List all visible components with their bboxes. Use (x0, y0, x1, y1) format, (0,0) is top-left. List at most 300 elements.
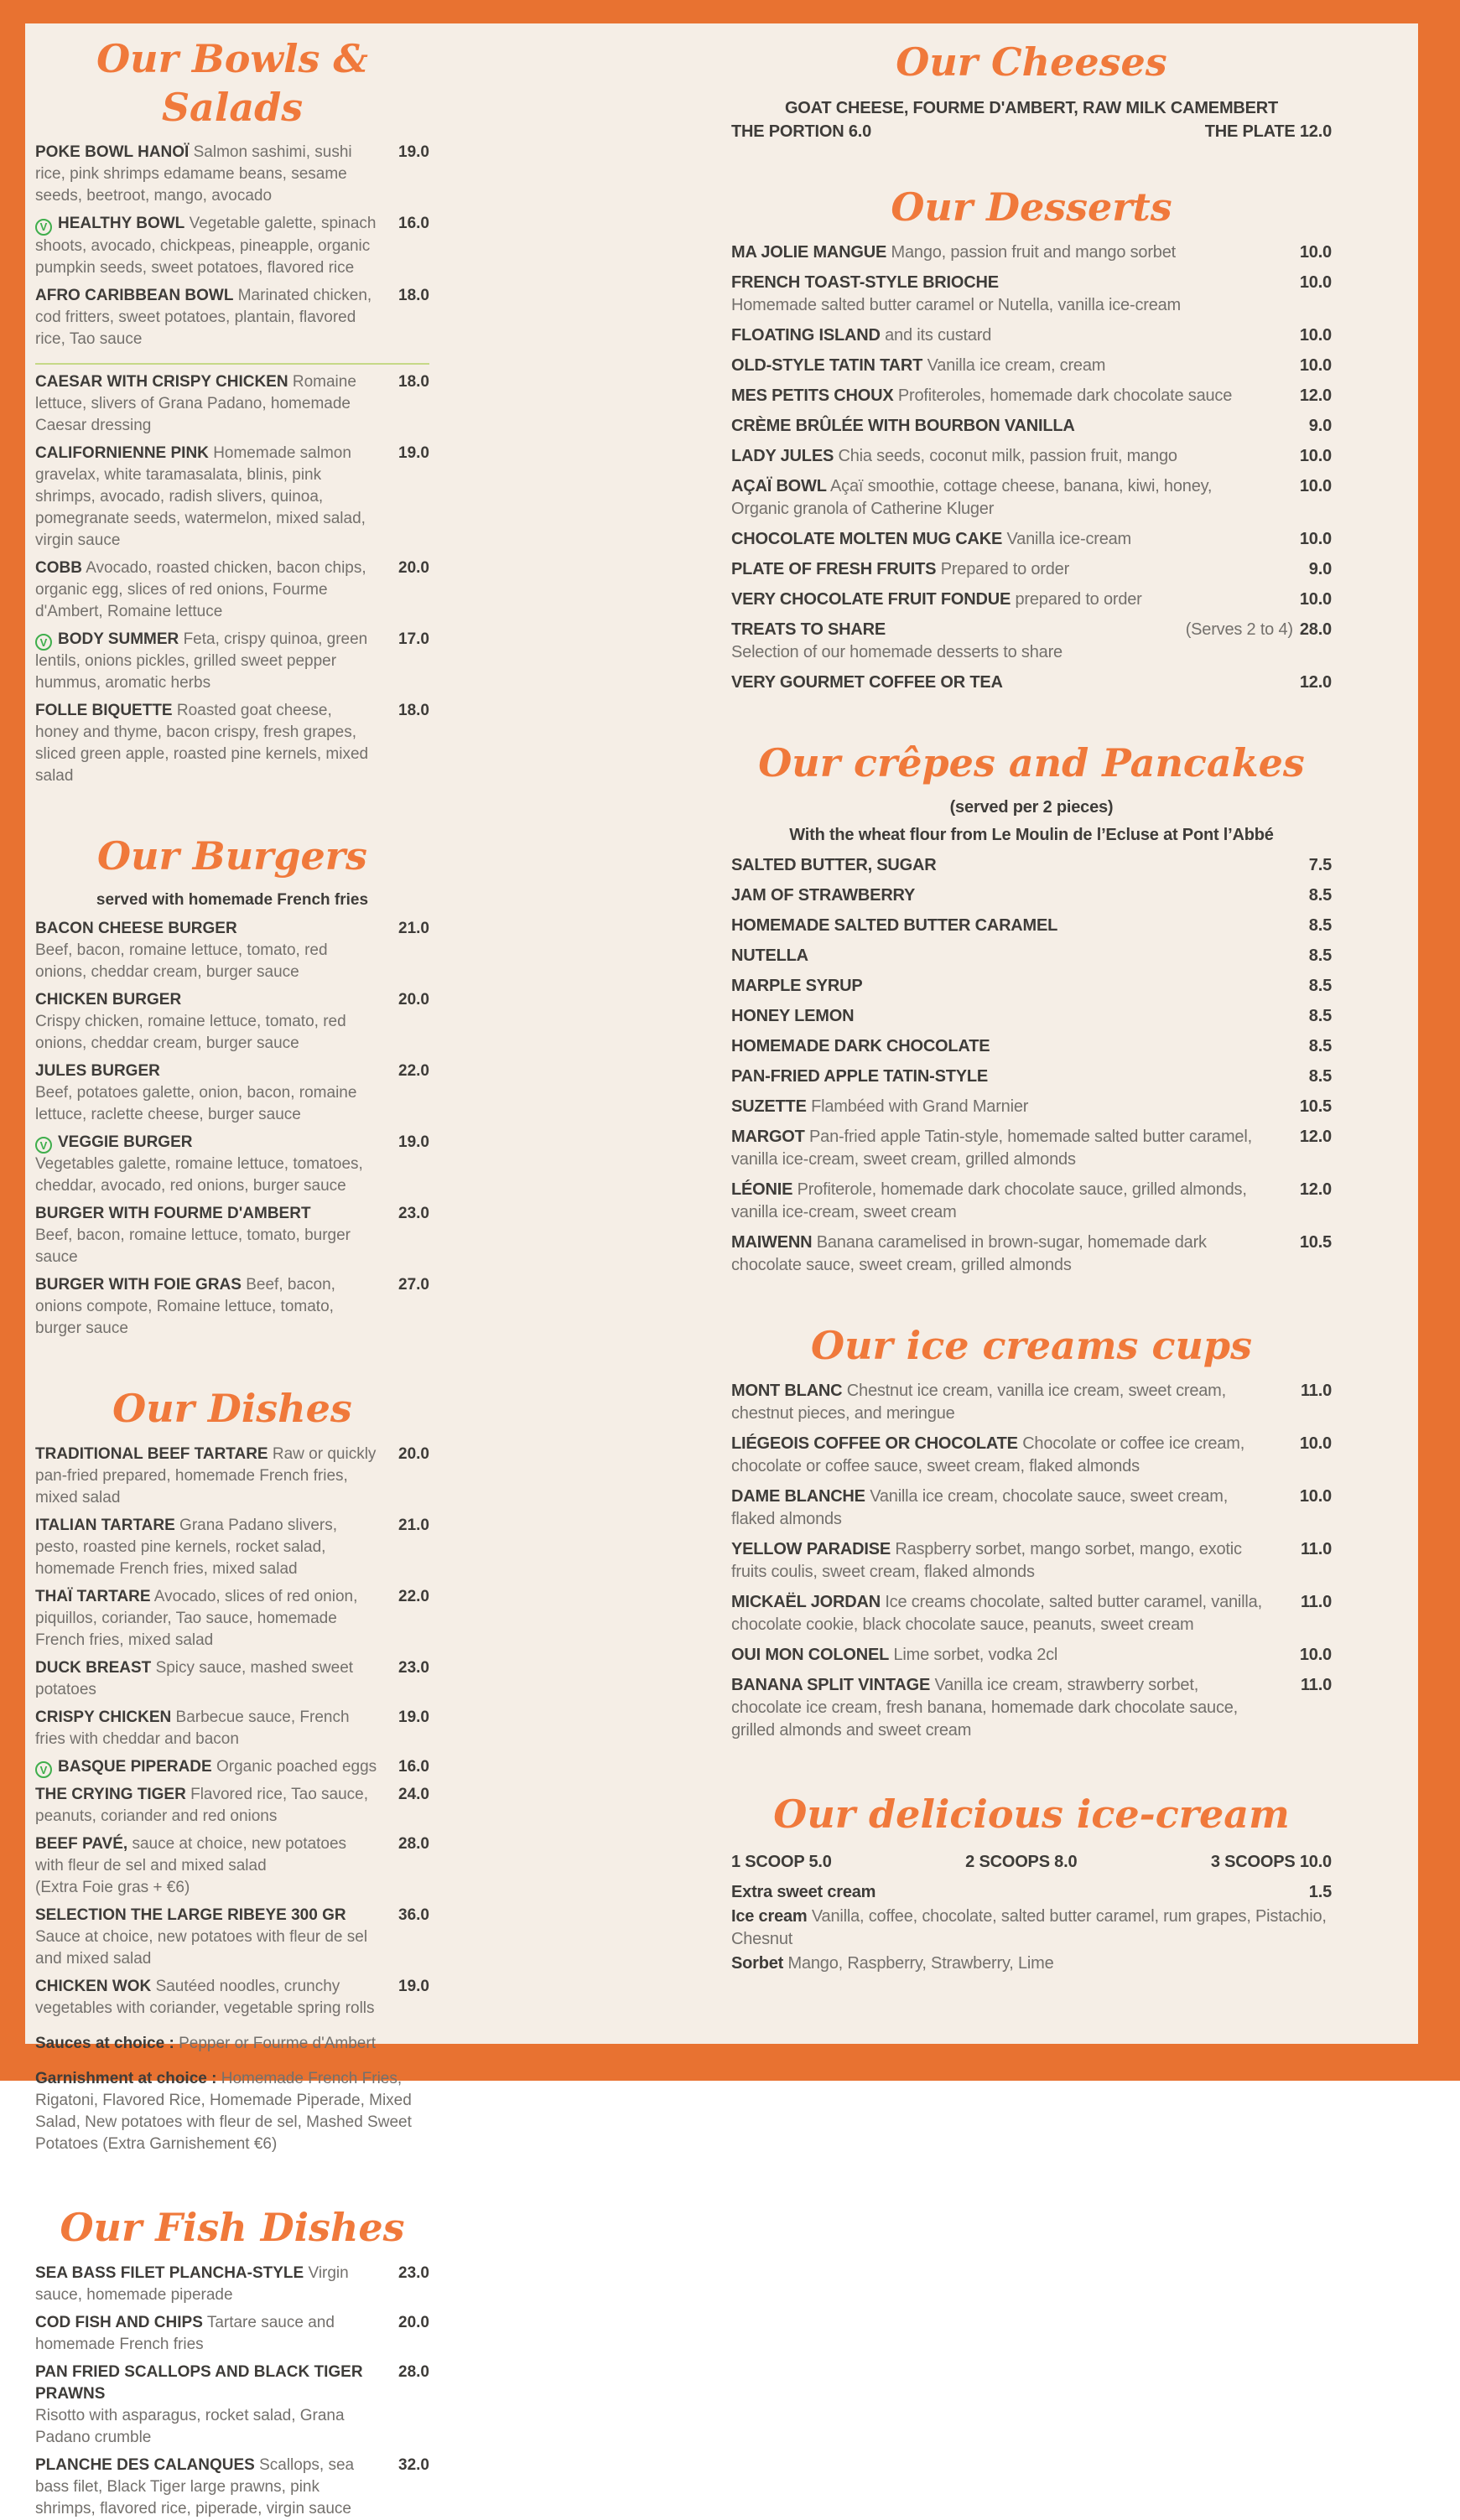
item-name: FLOATING ISLAND (731, 326, 881, 345)
item-name: VERY GOURMET COFFEE OR TEA (731, 673, 1003, 692)
item-description: Profiteroles, homemade dark chocolate sauce (897, 386, 1233, 405)
item-price: 10.0 (1299, 590, 1332, 609)
menu-item-text (731, 1096, 1280, 1118)
section-items (731, 241, 1332, 694)
item-name: MARGOT (731, 1127, 805, 1146)
item-description-line: Sauce at choice, new potatoes with fleur de sel and mixed salad (35, 1928, 368, 1968)
item-price: 20.0 (398, 558, 429, 577)
item-price: 11.0 (1300, 1382, 1332, 1400)
item-description: Grana Padano slivers, pesto, roasted pine kernels, rocket salad, homemade French fries, mixed salad (35, 1516, 338, 1578)
menu-item (731, 1005, 1332, 1028)
menu-item-text (731, 528, 1280, 551)
item-description-line: Crispy chicken, romaine lettuce, tomato, red onions, cheddar cream, burger sauce (35, 1012, 346, 1052)
menu-item-text (731, 1674, 1280, 1742)
menu-item-text (731, 589, 1280, 611)
item-price: 10.0 (1299, 243, 1332, 262)
menu-item-text (731, 1591, 1280, 1636)
section-burgers (35, 832, 429, 1340)
item-description: Mango, passion fruit and mango sorbet (891, 243, 1176, 262)
menu-item (35, 2455, 429, 2520)
item-price-wrap (1280, 854, 1332, 877)
item-price-wrap (1280, 1066, 1332, 1088)
item-name: SEA BASS FILET PLANCHA-STYLE (35, 2263, 304, 2282)
item-price: 10.0 (1299, 530, 1332, 548)
menu-item (35, 1586, 429, 1651)
item-price: 18.0 (398, 702, 429, 719)
menu-item (731, 241, 1332, 264)
item-description: Vanilla ice cream, chocolate sauce, sweet cream, flaked almonds (731, 1487, 1229, 1528)
menu-item-text (731, 1066, 1280, 1088)
menu-item-text (35, 1444, 386, 1509)
menu-item (35, 629, 429, 695)
menu-item (731, 385, 1332, 407)
item-price-wrap (386, 700, 429, 722)
item-name: PAN FRIED SCALLOPS AND BLACK TIGER PRAWNS (35, 2362, 363, 2403)
item-name: BURGER WITH FOURME D'AMBERT (35, 1205, 311, 1222)
item-price-wrap (1280, 355, 1332, 377)
section-subtitle: (served per 2 pieces) (949, 797, 1114, 817)
item-name: SELECTION THE LARGE RIBEYE 300 GR (35, 1906, 346, 1924)
item-price: 10.0 (1299, 477, 1332, 495)
menu-item (731, 1096, 1332, 1118)
item-price: 16.0 (398, 215, 429, 232)
item-price: 20.0 (398, 2313, 429, 2331)
item-description: Avocado, slices of red onion, piquillos, coriander, Tao sauce, homemade French fries, mixed salad (35, 1587, 358, 1649)
item-price-wrap (386, 213, 429, 235)
item-description-line: Risotto with asparagus, rocket salad, Grana Padano crumble (35, 2406, 345, 2446)
item-name: YELLOW PARADISE (731, 1540, 891, 1558)
item-price: 12.0 (1299, 1180, 1332, 1199)
choice-note-text: Pepper or Fourme d'Ambert (179, 2035, 376, 2052)
menu-item-text (731, 558, 1280, 581)
item-price-wrap (386, 1515, 429, 1537)
choice-note-label: Sauces at choice : (35, 2035, 179, 2052)
item-description: Scallops, sea bass filet, Black Tiger large prawns, pink shrimps, flavored rice, piperade, virgin sauce (35, 2455, 355, 2517)
menu-item-text (731, 1005, 1280, 1028)
item-price-wrap (386, 2263, 429, 2284)
item-price: 22.0 (398, 1587, 429, 1605)
menu-item (731, 1231, 1332, 1277)
item-name: FRENCH TOAST-STYLE BRIOCHE (731, 273, 999, 292)
menu-item (35, 285, 429, 350)
item-price-wrap (1280, 589, 1332, 611)
item-price: 23.0 (398, 2263, 429, 2282)
item-price: 8.5 (1308, 1006, 1332, 1025)
item-price: 19.0 (398, 1978, 429, 1995)
item-price-wrap (1280, 945, 1332, 967)
scoop-option: 2 SCOOPS 8.0 (965, 1852, 1078, 1871)
item-price: 12.0 (1299, 1127, 1332, 1146)
choice-note-label: Garnishment at choice : (35, 2070, 221, 2087)
menu-item (35, 1060, 429, 1126)
section-items (35, 918, 429, 1340)
section-crepes-pancakes (731, 739, 1332, 1277)
section-subtitle: served with homemade French fries (96, 890, 369, 909)
item-price: 10.0 (1299, 1646, 1332, 1664)
menu-item (731, 1179, 1332, 1224)
item-price: 18.0 (398, 286, 429, 304)
menu-item-text (731, 975, 1280, 998)
item-price-wrap (386, 1833, 429, 1855)
item-name: LIÉGEOIS COFFEE OR CHOCOLATE (731, 1434, 1018, 1453)
menu-item-text (35, 1203, 386, 1268)
item-name: AÇAÏ BOWL (731, 477, 827, 495)
item-description: Spicy sauce, mashed sweet potatoes (35, 1658, 354, 1698)
item-price-wrap (386, 1132, 429, 1154)
menu-item-text (35, 443, 386, 552)
menu-item (35, 2362, 429, 2449)
menu-item (731, 1066, 1332, 1088)
item-price-wrap (1280, 1126, 1332, 1149)
item-description: Homemade salmon gravelax, white taramasalata, blinis, pink shrimps, avocado, radish slivers, quinoa, pomegranate seeds, watermelon, mixed salad, virgin sauce (35, 443, 366, 549)
menu-item (731, 355, 1332, 377)
item-price-wrap (1280, 1096, 1332, 1118)
item-name: CHOCOLATE MOLTEN MUG CAKE (731, 530, 1003, 548)
item-price: 8.5 (1308, 1066, 1332, 1086)
item-price-wrap (386, 2455, 429, 2476)
menu-item-text (35, 2362, 386, 2449)
item-price-wrap (1280, 324, 1332, 347)
item-description: Barbecue sauce, French fries with cheddar and bacon (35, 1708, 350, 1748)
menu-item-text (35, 629, 386, 695)
menu-item-text (731, 1035, 1280, 1058)
menu-item-text (731, 1179, 1280, 1224)
menu-item (731, 1126, 1332, 1171)
item-description-line: Homemade salted butter caramel or Nutella, vanilla ice-cream (731, 296, 1182, 314)
menu-item (35, 2312, 429, 2356)
item-price-wrap (1280, 241, 1332, 264)
item-description: Feta, crispy quinoa, green lentils, onions pickles, grilled sweet pepper hummus, aromatic herbs (35, 630, 368, 692)
item-description: Profiterole, homemade dark chocolate sauce, grilled almonds, vanilla ice-cream, sweet cream (731, 1180, 1247, 1221)
item-name: HEALTHY BOWL (58, 215, 185, 232)
item-price-wrap (386, 1444, 429, 1465)
item-description: Raw or quickly pan-fried prepared, homemade French fries, mixed salad (35, 1444, 377, 1506)
item-price: 23.0 (398, 1658, 429, 1677)
item-price: 1.5 (1308, 1882, 1332, 1901)
item-name: FOLLE BIQUETTE (35, 702, 173, 719)
item-price-wrap (386, 2312, 429, 2334)
scoops-row (731, 1851, 1332, 1874)
menu-item (35, 1203, 429, 1268)
menu-item (731, 1674, 1332, 1742)
menu-item-text (35, 1515, 386, 1580)
menu-item-text (35, 918, 386, 983)
item-price: 17.0 (398, 630, 429, 648)
item-price-wrap (386, 1976, 429, 1998)
menu-item-text (35, 1833, 386, 1899)
item-description: Romaine lettuce, slivers of Grana Padano, homemade Caesar dressing (35, 372, 356, 434)
item-price-wrap (386, 1586, 429, 1608)
item-name: VERY CHOCOLATE FRUIT FONDUE (731, 590, 1011, 609)
menu-item (731, 1433, 1332, 1478)
section-title: Our ice creams cups (811, 1322, 1252, 1368)
menu-item-text (731, 241, 1280, 264)
menu-item (731, 671, 1332, 694)
item-price: 11.0 (1300, 1593, 1332, 1611)
item-description: Vanilla ice cream, strawberry sorbet, chocolate ice cream, fresh banana, homemade dark chocolate sauce, grilled almonds and sweet cream (731, 1676, 1239, 1740)
item-price-wrap (386, 1657, 429, 1679)
item-name: HOMEMADE SALTED BUTTER CARAMEL (731, 915, 1058, 935)
item-description-line: Selection of our homemade desserts to share (731, 643, 1063, 661)
item-description: Flambéed with Grand Marnier (811, 1097, 1029, 1116)
section-title: Our crêpes and Pancakes (758, 740, 1305, 786)
item-price-wrap (1280, 1538, 1332, 1561)
section-subtitle: With the wheat flour from Le Moulin de l’Ecluse at Pont l’Abbé (789, 825, 1274, 844)
item-price-wrap (386, 1905, 429, 1926)
menu-item-text (35, 557, 386, 623)
menu-item (35, 1444, 429, 1509)
item-price: 10.0 (1299, 447, 1332, 465)
menu-item (35, 1132, 429, 1198)
item-price-wrap (1280, 1179, 1332, 1201)
item-name: PAN-FRIED APPLE TATIN-STYLE (731, 1066, 989, 1086)
section-dishes (35, 1385, 429, 2155)
cheese-portion-price: THE PORTION 6.0 (731, 122, 872, 141)
menu-item (731, 445, 1332, 468)
item-price-wrap (386, 371, 429, 393)
item-price: 9.0 (1308, 417, 1332, 435)
item-price: 22.0 (398, 1061, 429, 1080)
menu-item-text (35, 1274, 386, 1340)
item-name: MONT BLANC (731, 1382, 843, 1400)
section-title: Our Fish Dishes (60, 2205, 405, 2250)
item-price-wrap (1280, 915, 1332, 937)
item-price-wrap (386, 1274, 429, 1296)
choice-note-text: Homemade French Fries, Rigatoni, Flavored Rice, Homemade Piperade, Mixed Salad, New potatoes with fleur de sel, Mashed Sweet Potatoes (Extra Garnishement €6) (35, 2070, 412, 2153)
menu-item-text (35, 1586, 386, 1651)
menu-item (731, 1486, 1332, 1531)
flavor-text: Mango, Raspberry, Strawberry, Lime (787, 1953, 1054, 1973)
flavor-line (731, 1906, 1332, 1951)
menu-item-text (731, 355, 1280, 377)
item-name: CHICKEN WOK (35, 1978, 152, 1995)
menu-item (731, 1591, 1332, 1636)
item-description: sauce at choice, new potatoes with fleur de sel and mixed salad (35, 1835, 347, 1874)
item-name: LÉONIE (731, 1180, 793, 1199)
choice-note (35, 2033, 429, 2055)
item-price: 10.0 (1299, 273, 1332, 292)
green-divider (35, 363, 429, 365)
item-description: Marinated chicken, cod fritters, sweet potatoes, plantain, flavored rice, Tao sauce (35, 286, 372, 348)
item-price: 28.0 (398, 2362, 429, 2381)
item-price-wrap (1280, 1486, 1332, 1508)
menu-item-text (731, 884, 1280, 907)
menu-item-text (35, 142, 386, 207)
menu-item (35, 1976, 429, 2020)
menu-item (35, 1833, 429, 1899)
menu-item (731, 975, 1332, 998)
item-name: MAIWENN (731, 1232, 813, 1252)
menu-item (731, 915, 1332, 937)
section-bowls-salads (35, 35, 429, 787)
section-items (731, 854, 1332, 1277)
menu-item (731, 324, 1332, 347)
menu-item (35, 1784, 429, 1828)
item-description: Raspberry sorbet, mango sorbet, mango, exotic fruits coulis, sweet cream, flaked almonds (731, 1540, 1242, 1581)
item-name: BACON CHEESE BURGER (35, 919, 237, 937)
item-description: Tartare sauce and homemade French fries (35, 2313, 335, 2353)
item-price: 8.5 (1308, 1036, 1332, 1055)
extra-item (731, 1881, 1332, 1904)
menu-item (731, 854, 1332, 877)
item-price: 19.0 (398, 143, 429, 161)
flavor-label: Ice cream (731, 1906, 812, 1926)
flavor-line (731, 1952, 1332, 1975)
menu-item-text (731, 1486, 1280, 1531)
menu-item (35, 557, 429, 623)
item-price-wrap (1280, 1433, 1332, 1455)
menu-item-text (35, 700, 386, 787)
menu-item (731, 1538, 1332, 1584)
item-price: 36.0 (398, 1906, 429, 1924)
menu-item-text (731, 1433, 1280, 1478)
item-description: and its custard (885, 326, 992, 345)
item-price-wrap (1280, 272, 1332, 294)
item-name: BURGER WITH FOIE GRAS (35, 1276, 242, 1294)
item-description: Sautéed noodles, crunchy vegetables with coriander, vegetable spring rolls (35, 1978, 375, 2017)
menu-item-text (731, 324, 1280, 347)
item-price-wrap (386, 1784, 429, 1806)
menu-inner-sheet (25, 23, 1418, 2517)
item-description: Pan-fried apple Tatin-style, homemade salted butter caramel, vanilla ice-cream, sweet cream, grilled almonds (731, 1127, 1252, 1169)
menu-item (35, 1515, 429, 1580)
section-title: Our Dishes (112, 1386, 352, 1431)
item-price: 21.0 (398, 1516, 429, 1534)
menu-item (731, 1380, 1332, 1425)
item-price-wrap (1280, 1644, 1332, 1667)
menu-item (35, 1707, 429, 1750)
item-price: 24.0 (398, 1786, 429, 1803)
menu-item (731, 415, 1332, 438)
menu-item (35, 1657, 429, 1701)
item-price-wrap (1280, 475, 1332, 498)
item-description: Chocolate or coffee ice cream, chocolate or coffee sauce, sweet cream, flaked almonds (731, 1434, 1245, 1475)
menu-item-text (35, 1060, 386, 1126)
menu-item-text (35, 1132, 386, 1198)
menu-item (35, 918, 429, 983)
item-description-line: Beef, potatoes galette, onion, bacon, romaine lettuce, raclette cheese, burger sauce (35, 1083, 357, 1123)
item-name: MICKAËL JORDAN (731, 1593, 881, 1611)
menu-item-text (35, 1657, 386, 1701)
menu-item (731, 945, 1332, 967)
menu-item (731, 619, 1332, 664)
menu-item (731, 589, 1332, 611)
menu-item (731, 528, 1332, 551)
item-price: 32.0 (398, 2455, 429, 2474)
menu-item-text (731, 1644, 1280, 1667)
section-items (731, 1380, 1332, 1742)
menu-item-text (731, 1538, 1280, 1584)
item-name: DUCK BREAST (35, 1658, 152, 1677)
item-price: 10.0 (1299, 356, 1332, 375)
item-name: OUI MON COLONEL (731, 1646, 890, 1664)
section-desserts (731, 184, 1332, 695)
item-name: MES PETITS CHOUX (731, 386, 894, 405)
item-price: 11.0 (1300, 1540, 1332, 1558)
section-title: Our Cheeses (896, 39, 1167, 85)
item-price-wrap (1280, 1674, 1332, 1697)
menu-item-text (35, 1976, 386, 2020)
item-name: HOMEMADE DARK CHOCOLATE (731, 1036, 990, 1055)
menu-item (731, 558, 1332, 581)
menu-item-text (35, 213, 386, 279)
item-price-wrap (1280, 1231, 1332, 1254)
item-name: OLD-STYLE TATIN TART (731, 356, 923, 375)
item-price-wrap (1280, 884, 1332, 907)
item-name: TREATS TO SHARE (731, 620, 886, 639)
item-name: NUTELLA (731, 946, 808, 965)
item-description: Vanilla ice-cream (1006, 530, 1132, 548)
menu-item (35, 2263, 429, 2306)
extra-label: Extra sweet cream (731, 1882, 876, 1901)
menu-item (35, 1905, 429, 1970)
item-description: prepared to order (1015, 590, 1142, 609)
item-description: Banana caramelised in brown-sugar, homemade dark chocolate sauce, sweet cream, grilled almonds (731, 1232, 1207, 1274)
item-price: 19.0 (398, 1708, 429, 1726)
item-name: POKE BOWL HANOÏ (35, 143, 190, 161)
item-price: 20.0 (398, 1444, 429, 1463)
item-price-wrap (1186, 619, 1332, 641)
item-name: VEGGIE BURGER (58, 1133, 193, 1151)
menu-item-text (35, 1784, 386, 1828)
menu-item-text (731, 1126, 1280, 1171)
section-title: Our Desserts (891, 184, 1172, 230)
item-price: 12.0 (1299, 386, 1332, 405)
item-price-wrap (386, 629, 429, 651)
item-price-wrap (386, 918, 429, 940)
item-name: TRADITIONAL BEEF TARTARE (35, 1444, 268, 1463)
section-items (35, 142, 429, 787)
item-price-wrap (386, 1707, 429, 1729)
item-price: 19.0 (398, 1133, 429, 1151)
item-price-wrap (1280, 1005, 1332, 1028)
item-price-wrap (1280, 671, 1332, 694)
item-description: Beef, bacon, onions compote, Romaine lettuce, tomato, burger sauce (35, 1276, 335, 1337)
item-name: CRÈME BRÛLÉE WITH BOURBON VANILLA (731, 417, 1075, 435)
item-name: COD FISH AND CHIPS (35, 2313, 203, 2331)
item-price: 23.0 (398, 1205, 429, 1222)
extra-text (731, 1881, 1280, 1904)
menu-item-text (35, 1707, 386, 1750)
menu-item (731, 884, 1332, 907)
item-price: 10.0 (1299, 326, 1332, 345)
menu-item (35, 443, 429, 552)
menu-item (731, 272, 1332, 317)
item-description: Virgin sauce, homemade piperade (35, 2263, 349, 2304)
flavor-text: Vanilla, coffee, chocolate, salted butter caramel, rum grapes, Pistachio, Chesnut (731, 1906, 1327, 1948)
menu-item-text (35, 2312, 386, 2356)
item-description: Vanilla ice cream, cream (927, 356, 1106, 375)
item-description: Organic poached eggs (216, 1757, 377, 1776)
item-description: Salmon sashimi, sushi rice, pink shrimps edamame beans, sesame seeds, beetroot, mango, avocado (35, 143, 352, 205)
item-price: 10.5 (1299, 1232, 1332, 1252)
item-name: MARPLE SYRUP (731, 976, 863, 995)
menu-item (35, 989, 429, 1055)
item-price-wrap (1280, 975, 1332, 998)
section-title: Our Burgers (97, 833, 367, 879)
item-price-wrap (1280, 1881, 1332, 1904)
item-price: 21.0 (398, 919, 429, 937)
scoop-option: 3 SCOOPS 10.0 (1210, 1852, 1332, 1871)
item-price: 10.0 (1299, 1487, 1332, 1506)
item-name: LADY JULES (731, 447, 834, 465)
scoop-option: 1 SCOOP 5.0 (731, 1852, 832, 1871)
item-price-wrap (1280, 415, 1332, 438)
item-price-wrap (386, 1060, 429, 1082)
item-price-wrap (386, 1203, 429, 1225)
item-name: CHICKEN BURGER (35, 990, 182, 1009)
menu-item (35, 142, 429, 207)
